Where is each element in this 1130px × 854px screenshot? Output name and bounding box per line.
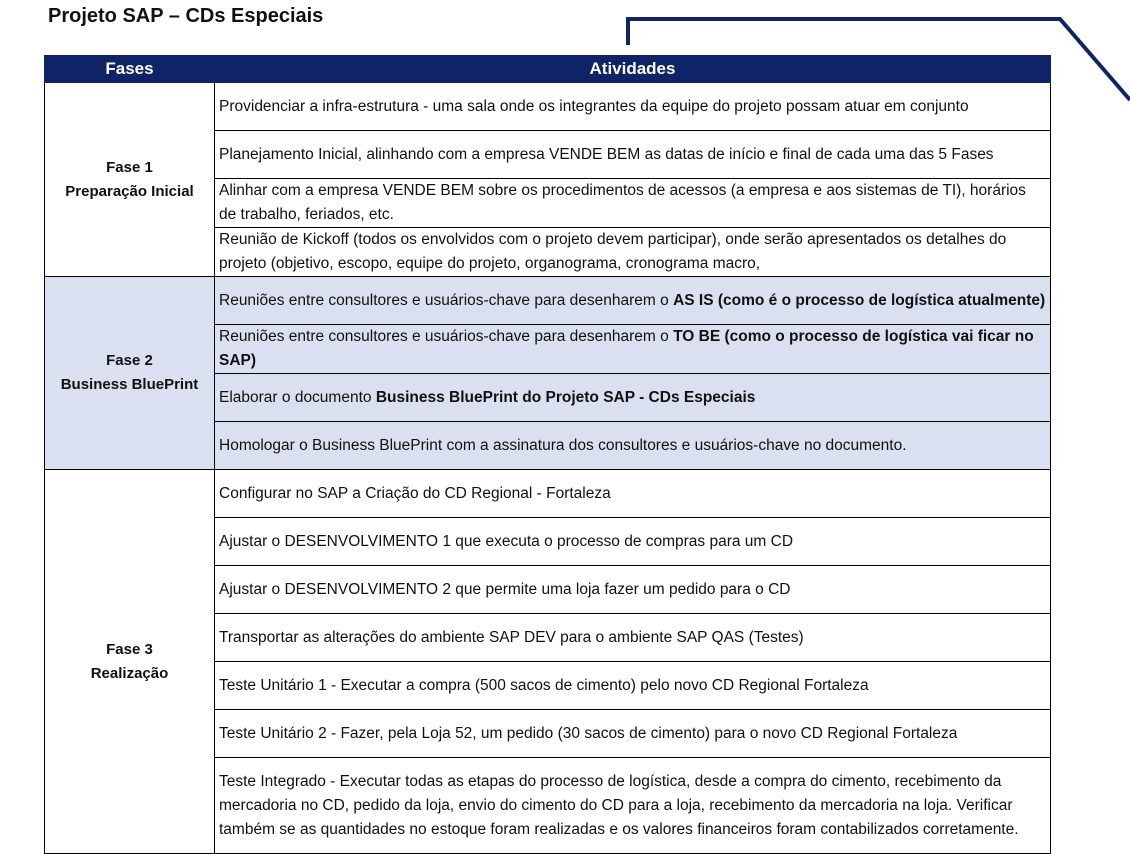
activity-cell: Reuniões entre consultores e usuários-chave para desenharem o AS IS (como é o processo de logística atualmente) <box>215 277 1051 325</box>
activity-cell: Alinhar com a empresa VENDE BEM sobre os procedimentos de acessos (a empresa e aos sistemas de TI), horários de trabalho, feriados, etc. <box>215 179 1051 228</box>
table-header-row <box>45 56 1051 83</box>
activity-cell: Ajustar o DESENVOLVIMENTO 1 que executa o processo de compras para um CD <box>215 518 1051 566</box>
activity-cell: Reuniões entre consultores e usuários-chave para desenharem o TO BE (como o processo de logística vai ficar no SAP) <box>215 325 1051 374</box>
activity-cell: Teste Unitário 1 - Executar a compra (500 sacos de cimento) pelo novo CD Regional Fortaleza <box>215 662 1051 710</box>
phase-cell-3 <box>45 470 215 854</box>
phases-table <box>44 55 1051 854</box>
activity-cell: Providenciar a infra-estrutura - uma sala onde os integrantes da equipe do projeto possam atuar em conjunto <box>215 83 1051 131</box>
activity-cell: Reunião de Kickoff (todos os envolvidos com o projeto devem participar), onde serão apresentados os detalhes do projeto (objetivo, escopo, equipe do projeto, organograma, cronograma macro, <box>215 228 1051 277</box>
phase-cell-1 <box>45 83 215 277</box>
table-row <box>45 83 1051 131</box>
phase-cell-2 <box>45 277 215 470</box>
phase-name: Fase 2 <box>106 352 153 369</box>
header-phases: Fases <box>45 56 215 83</box>
phase-subtitle: Realização <box>90 664 169 682</box>
activity-cell: Planejamento Inicial, alinhando com a empresa VENDE BEM as datas de início e final de cada uma das 5 Fases <box>215 131 1051 179</box>
activity-cell: Ajustar o DESENVOLVIMENTO 2 que permite uma loja fazer um pedido para o CD <box>215 566 1051 614</box>
activity-cell: Configurar no SAP a Criação do CD Regional - Fortaleza <box>215 470 1051 518</box>
activity-cell: Homologar o Business BluePrint com a assinatura dos consultores e usuários-chave no documento. <box>215 422 1051 470</box>
phase-name: Fase 1 <box>106 158 153 176</box>
table-row <box>45 470 1051 518</box>
page-title: Projeto SAP – CDs Especiais <box>48 5 324 27</box>
phase-subtitle: Business BluePrint <box>60 376 199 393</box>
activity-cell: Teste Unitário 2 - Fazer, pela Loja 52, um pedido (30 sacos de cimento) para o novo CD Regional Fortaleza <box>215 710 1051 758</box>
activity-cell: Transportar as alterações do ambiente SAP DEV para o ambiente SAP QAS (Testes) <box>215 614 1051 662</box>
header-activities: Atividades <box>215 56 1051 83</box>
activity-cell: Elaborar o documento Business BluePrint do Projeto SAP - CDs Especiais <box>215 374 1051 422</box>
phase-subtitle: Preparação Inicial <box>65 182 194 200</box>
table-row <box>45 277 1051 325</box>
activity-cell: Teste Integrado - Executar todas as etapas do processo de logística, desde a compra do cimento, recebimento da mercadoria no CD, pedido da loja, envio do cimento do CD para a loja, recebimento da mercadoria na loja. Verificar também se as quantidades no estoque foram realizadas e os valores financeiros foram contabilizados corretamente. <box>215 758 1051 854</box>
phase-name: Fase 3 <box>106 640 153 658</box>
